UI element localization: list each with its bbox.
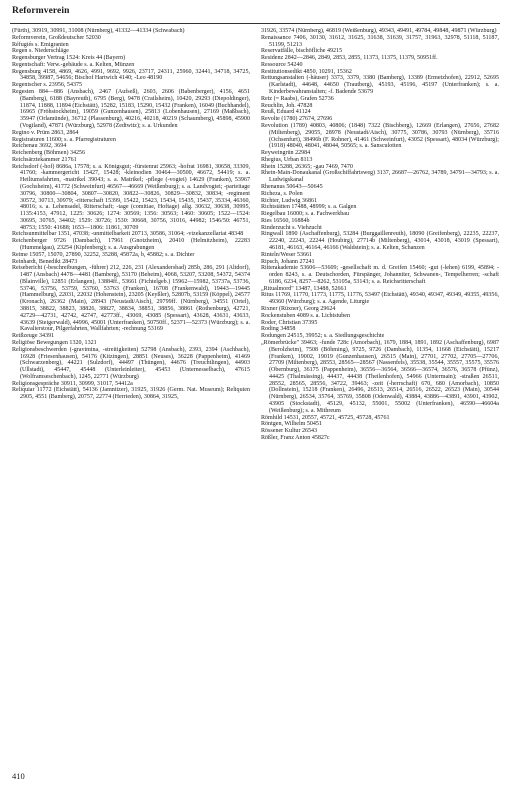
index-entry: Regen s. Niederschläge xyxy=(12,48,69,55)
index-entry: Reime 15057, 15070, 27890, 32252, 35288, 45872a, b, 45882; s. a. Dichter xyxy=(12,251,195,258)
index-entry: Restitutionsedikt 4850, 10291, 15362 xyxy=(261,68,352,75)
index-entry: Roder, Christian 37395 xyxy=(261,319,318,326)
index-entry: Rinteln/Weser 53661 xyxy=(261,251,313,258)
index-entry: Rinderzucht s. Viehzucht xyxy=(261,224,322,231)
index-entry: Reichenberger 9726 (Dambach), 17961 (Gnotzheim), 20410 (Helmitzheim), 22283 (Hummelgau), 23254 (Kipfenberg); s. a. Ausgrabungen xyxy=(12,238,250,251)
index-entry: Regensburg 4158, 4869, 4626, 4991, 9692, 9926, 23717, 24311, 25960, 32441, 34718, 34725, 34858, 39987, 54656; Bischof Hartwich 4140; -Leo 48190 xyxy=(12,68,250,82)
index-entry: Regensburger Vertrag 1524: Kreis 44 (Bayern) xyxy=(12,55,126,62)
index-entry: Rettungsanstalten (-häuser) 3373, 3379, 3380 (Bamberg), 13389 (Ermetzhofen), 22912, 52695 (Karlstadt), 44648, 44650 (Trautberg), 45193, 45196, 45197 (Unterfranken); s. a. Kinderbewahranstalten; -f. Badende 53679 xyxy=(261,75,499,96)
index-entry: Reichenau 3692, 3694 xyxy=(12,143,67,150)
index-entry: Reuchlin, Joh. 47828 xyxy=(261,102,313,109)
running-head: Reformverein xyxy=(12,6,70,16)
index-entry: Rößler, Franz Anton 45827c xyxy=(261,434,330,441)
index-entry: Renaissance 7406, 30130, 31612, 31625, 31638, 31639, 31757, 31963, 32978, 51118, 51187, 51199, 51213 xyxy=(261,34,499,48)
index-entry: Reichenberg (Böhmen) 34256 xyxy=(12,150,86,157)
index-entry: Religionsgespräche 30911, 30999, 31017, 54412a xyxy=(12,380,133,387)
index-entry: Reliquiar 11772 (Eichstätt), 54136 (Jamnitzer), 31925, 31926 (Germ. Nat. Museum); Reliquien 2905, 4551 (Bamberg), 20757, 22774 (Herrieden), 30864, 31925, xyxy=(12,387,250,401)
index-entry: Rhegius, Urban 8113 xyxy=(261,156,313,163)
index-entry: Registraturen 11600; s. a. Pfarregistraturen xyxy=(12,136,116,143)
index-entry: Richeza, s. Polen xyxy=(261,190,303,197)
index-entry: Rhein 15288, 26365; -gau 7469, 7470 xyxy=(261,163,353,170)
index-entry: (Fürth), 30919, 30991, 31008 (Nürnberg), 41332—41334 (Schwabach) xyxy=(12,28,185,34)
index-entry: 31926, 33574 (Nürnberg), 46819 (Weißenburg), 49343, 49491, 49784, 49848, 49871 (Würzburg) xyxy=(261,28,497,34)
index-entry: Revolution (1789) 40803, 40806; (1848) 7322 (Bischberg), 12669 (Erlangen), 27656, 27682 (Miltenberg), 29055, 28978 (Neustadt/Aisch), 30775, 30786, 30793 (Nürnberg), 35716 (Ochsenfurt), 38496b (F. Rohner), 41461 (Schweinfurt), 43052 (Spessart), 48034 (Würzburg); (1918) 48040, 48041, 48044, 50565; s. a. Sansculotten xyxy=(261,122,499,150)
index-entry: Ritterakademie 53606—53609; -gesellschaft m. d. Greifen 15460; -gut (-lehen) 6199, 45894; -orden 8243, s. a. Deutschorden, Fürspänger, Johanniter, Schwanen-, Tempelherren; -schaft 6186, 6234, 8257—8262, 53105a, 53143; s. a. Reichsritterschaft xyxy=(261,265,499,285)
index-entry: Religiöse Bewegungen 1320, 1321 xyxy=(12,339,97,346)
index-entry: Röntgen, Wilhelm 50451 xyxy=(261,421,322,428)
index-entry: Richter, Ludwig 36861 xyxy=(261,197,318,204)
index-entry: „Römerbrücke" 39463; -funde 728c (Amorbach), 1679, 1884, 1891, 1892 (Aschaffenburg), 6987 (Berolzheim), 7508 (Böhming), 9725, 9726 (Dambach), 11354, 11668 (Eichstätt), 15217 (Franken), 19002, 19019 (Gunzenhausen), 26515 (Main), 27701, 27702, 27705—27706, 27709 (Miltenberg), 28553, 28565—28567 (Nassenfels), 35538, 35544, 35557, 35575, 35576 (Obernburg), 36175 (Pappenheim), 36556—36564, 36566—36574, 36576, 36578 (Pfünz), 44425 (Thalmässing), 44437, 44438 (Theilenhofen), 54966 (Untermain); -straßen 26511, 28552, 28565, 28556, 34722, 39463; -zeit (-herrschaft) 670, 680 (Amorbach), 10850 (Dollnstein), 15218 (Franken), 26496, 26513, 26514, 26516, 26522, 26523 (Main), 30544 (Nürnberg), 26534, 35764, 35769, 35808 (Odenwald), 43884, 43886—43891, 43901, 43902, 43905 (Stockstadt), 45129, 45132, 55001, 55002 (Unterfranken), 46590—46604a (Weißenburg); s. a. Mithreum xyxy=(261,339,499,414)
index-entry: Richtstätten 17488, 48999; s. a. Galgen xyxy=(261,204,357,211)
index-entry: Reichsunmittelbar 1351, 47038; -unmittelbarkeit 20713, 30586, 31064; -vizekanzellariat 48348 xyxy=(12,231,244,238)
index-entry: Ritus 11769, 11770, 11773, 11775, 11776, 53497 (Eichstätt), 49340, 49347, 49349, 49355, 49356, 49360 (Würzburg); s. a. Agende, Liturgie xyxy=(261,292,499,306)
index-entry: Ries 16560, 16884b xyxy=(261,217,310,224)
index-entry: Religionsbeschwerden (-gravimina, -streitigkeiten) 52798 (Ansbach), 2393, 2394 (Aschbach), 16928 (Friesenhausen), 54176 (Kitzingen), 28851 (Neuses), 36228 (Pappenheim), 41469 (Schwarzenberg), 44221 (Sulzdorf), 44497 (Thüngen), 44676 (Treuchtlingen), 44903 (Ullstadt), 45447, 45448 (Unterleinleiter), 45453 (Unternesselbach), 47615 (Wolframseschenbach), 1245, 22771 (Würzburg) xyxy=(12,346,250,380)
index-entry: Reisebericht (-beschreibungen, -führer) 212, 226, 231 (Alexandersbad) 285b, 286, 291 (Altdorf), 1487 (Ansbach) 4478—4481 (Bamberg), 53170 (Beheim), 4068, 53207, 53208, 54372, 54374 (Blainville), 12851 (Erlangen), 13884ff., 53661 (Fichtelgeb.) 15962—15982, 53737a, 53736, 53746, 53756, 53759, 53760, 53763 (Franken), 16708 (Frankenwald), 19443—19445 (Hammelburg), 22031, 22032 (Hohenstein), 23205 (Keyßler), 52807b, 53159 (Köppel), 24577 (Kronach), 26362 (Main), 28943 (Neustadt/Aisch), 29799ff. (Nürnberg), 34551 (Ortel), 38815, 38822, 38823, 38826, 38827, 38834, 38851, 38856, 38861 (Rothenburg), 42721, 42729—42731, 42742, 42747, 42773ff., 43069, 43085 (Spessart), 43628, 43631, 43633, 43639 (Steigerwald), 44996, 45001 (Unterfranken), 50750ff., 52371—52373 (Würzburg); s. a. Kavalierstour, Pilgerfahrten, Wallfahrten; -rechnung 53169 xyxy=(12,265,250,333)
index-entry: Ringwall 1890 (Aschaffenburg), 53284 (Burggaillenreuth), 18090 (Greifenberg), 22235, 22237, 22240, 22243, 22244 (Houbirg), 27714b (Miltenberg), 43014, 43018, 43019 (Spessart), 46181, 46163, 46164, 46166 (Waldstein); s. a. Kelten, Schanzen xyxy=(261,231,499,251)
index-entry: Reservatfälle, bischöfliche 49215 xyxy=(261,48,343,55)
header-rule xyxy=(10,23,500,24)
index-entry: Reuß, Eduard 41124 xyxy=(261,109,311,116)
index-entry: Réfugiés s. Emigranten xyxy=(12,41,69,48)
index-column-left xyxy=(12,28,250,768)
index-column-right xyxy=(261,28,499,768)
index-entry: Ressource 54240 xyxy=(261,61,303,68)
index-entry: Rössener Kultur 26543 xyxy=(261,428,318,435)
index-entry: Regentscher s. 23956, 54375 xyxy=(12,82,83,89)
page-number: 410 xyxy=(12,771,25,781)
index-entry: Rhein-Main-Donaukanal (Großschiffahrtsweg) 3137, 26687—26762, 34789, 34791—34793; s. a. Ludwigskanal xyxy=(261,170,499,184)
index-entry: Reißzeuge 34391 xyxy=(12,333,55,340)
index-entry: Revolte (1780) 27674, 27696 xyxy=(261,116,333,123)
index-entry: Reyweingrün 22984 xyxy=(261,150,311,157)
index-entry: Regesten 884—886 (Ansbach), 2467 (Aufseß), 2603, 2606 (Babenberger), 4156, 4651 (Bamberg), 6188 (Bayreuth), 6795 (Berg), 9478 (Crailsheim), 10420, 29293 (Diepoldinger), 11874, 11888, 11894 (Eichstätt), 15282, 15183, 15290, 15432 (Franken), 16049 (Buchhandel), 16965 (Fröhstockheim), 19059 (Gunzenhausen), 25813 (Lobenhausen), 27169 (Maßbach), 35947 (Orlamünde), 36712 (Plassenburg), 40216, 40218, 40219 (Schaumberg), 45898, 45900 (Vogtland), 47871 (Würzburg), 52978 (Zedtwitz); s. a. Urkunden xyxy=(12,89,250,129)
index-entry: Reinhardt, Benedikt 28473 xyxy=(12,258,78,265)
index-entry: Roding 34858 xyxy=(261,326,296,333)
index-entry: Ripsch, Johann 27241 xyxy=(261,258,315,265)
index-entry: „Ritualmord" 13487, 13488, 52661 xyxy=(261,285,347,292)
index-entry: Reformverein, Großdeutscher 52030 xyxy=(12,34,101,41)
index-entry: Reichsdorf (-hof) 8686a, 17578; s. a. Königsgut; -fürstenrat 25963; -hofrat 16981, 30658, 33309, 41760; -kammergericht 15427, 15428; -kleinodien 30464—30500, 46672, 54419; s. a. Heiltumsfahrten, -matrikel 39043; s. a. Matrikel; -pflege (-vogtei) 14629 (Franken), 53967 (Gochsheim), 41772 (Schweinfurt) 46567—46669 (Weißenburg); s. a. Landvogtei; -parteitage 30796, 30800—30804, 30807—30820, 30822—30826, 30829—30832, 30834; -regiment 30572, 30713, 30979; -ritterschaft 15399, 15422, 15423, 15434, 15435, 15437, 35334, 46360, 48016; s. a. Lehensadel, Ritterschaft; -tage (comitiae, Hoftage) allg. 30632, 30638, 30995, 1135:4153, 47912, 1225: 30626; 1274: 30569; 1356: 30563; 1460: 30605; 1522—1524: 30695, 30765, 34402; 1529: 30726; 1530: 30668, 30756, 31016, 44982; 1546/50: 46751, 48753; 1550: 41688; 1653—1806: 11861, 30709 xyxy=(12,163,250,231)
index-entry: Residenz 2842—2846, 2849, 2853, 2855, 11373, 11375, 11379, 50951ff. xyxy=(261,55,438,62)
index-entry: Regentschaft: Verw.-gebäude s. a. Kelten, Münzen xyxy=(12,61,135,68)
index-entry: Riegelbau 16000; s. a. Fachwerkbau xyxy=(261,211,349,218)
index-entry: Reichsärztekammer 21761 xyxy=(12,156,77,163)
index-entry: Rodungen 24515, 39952; s. a. Siedlungsgeschichte xyxy=(261,333,385,340)
index-entry: Rhenanus 50643—50645 xyxy=(261,183,323,190)
index-entry: Rixner (Rüxner), Georg 29624 xyxy=(261,306,336,313)
index-entry: Regino v. Prüm 2863, 2864 xyxy=(12,129,79,136)
index-entry: Retz (= Raabs), Grafen 52736 xyxy=(261,95,334,102)
index-entry: Römhild 14531, 20557, 45721, 45725, 45728, 45761 xyxy=(261,414,390,421)
index-entry: Rockenstuben 4089 s. a. Lichtstuben xyxy=(261,312,351,319)
